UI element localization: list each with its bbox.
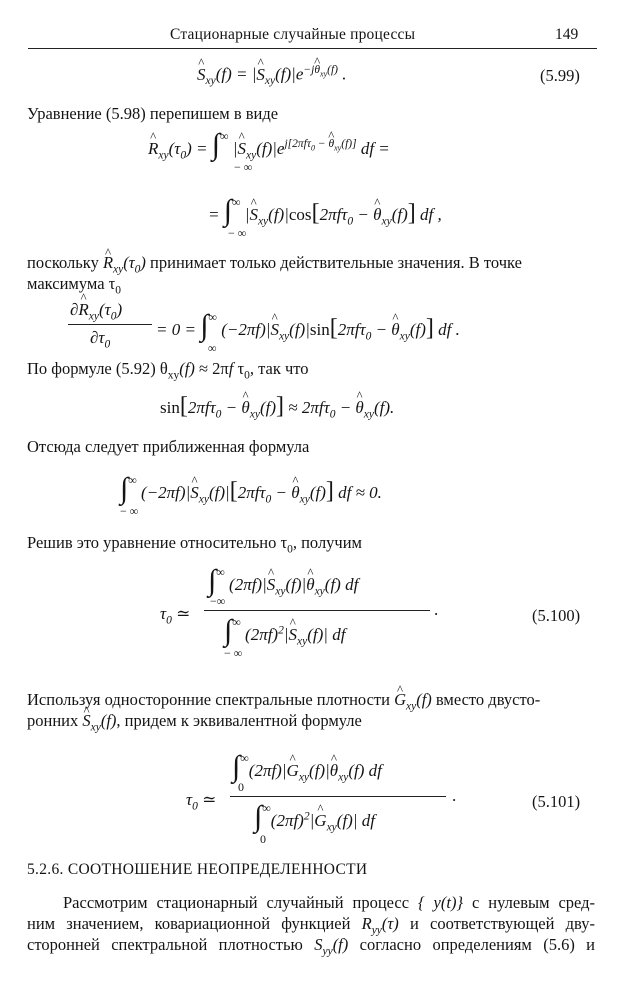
paragraph-two-sided <box>27 710 362 738</box>
equation-rxy-cos: = ∫∞ − ∞ |^ $S_{xy}(f)|\cos[2\pi f\tau_0$ − ^ $\theta_{xy}(f)$] df , <box>208 196 442 230</box>
paragraph-formula-end: , так что <box>249 359 309 378</box>
equation-5-100-period: . <box>434 600 439 619</box>
page-number: 149 <box>555 26 579 43</box>
paragraph-formula-592: По формуле (5.92) $\theta_{xy}(f) \approx 2\pi f$ $\tau_0$, так что <box>27 359 309 382</box>
math-rxy-tau0: ^ $R_{xy}(\tau_0)$ <box>103 253 146 272</box>
section-heading: 5.2.6. СООТНОШЕНИЕ НЕОПРЕДЕЛЕННОСТИ <box>27 861 368 878</box>
equation-number-5-99: (5.99) <box>540 66 580 85</box>
fraction-5-101-den-lower: 0 <box>260 832 266 846</box>
paragraph-solving: Решив это уравнение относительно $\tau_0$, получим <box>27 533 362 556</box>
paragraph-rewrite: Уравнение (5.98) перепишем в виде <box>27 104 279 123</box>
paragraph-formula-start: По формуле (5.92) θ <box>27 359 168 378</box>
paragraph-consider-end: с нулевым сред- <box>472 893 596 912</box>
paragraph-approximate: Отсюда следует приближенная формула <box>27 437 310 456</box>
paragraph-covariance-end: и соответствующей дву- <box>410 914 596 933</box>
paragraph-maximum: максимума $\tau_0$ <box>27 274 122 297</box>
paragraph-two-sided-end: , придем к эквивалентной формуле <box>116 711 362 730</box>
paragraph-consider-line3 <box>27 934 595 962</box>
running-title: Стационарные случайные процессы <box>170 26 416 43</box>
fraction-bar <box>204 610 430 611</box>
fraction-5-101 <box>230 752 448 846</box>
fraction-bar <box>230 796 446 797</box>
equation-rxy-integral: ^ $R_{xy}(\tau_0) = \int^\infty$ − ∞ |^ $S_{xy}(f)|e^{j[2\pi f\tau_0 - \^{} \theta_{xy}(f)]}$ df = <box>148 130 390 164</box>
paragraph-consider-start: Рассмотрим стационарный случайный процесс <box>63 893 410 912</box>
header-rule <box>28 48 597 49</box>
equation-5-99: ^ $S_{xy}(f)$ = |^ $S_{xy}(f)|e^{-j\^{} \theta_{xy}(f)}$ . <box>197 64 347 87</box>
fraction-5-100-den-lower: − ∞ <box>224 646 243 660</box>
math-ryy: $R_{yy}(\tau)$ <box>361 914 399 937</box>
fraction-5-100-numerator: ∫∞ (2πf)|^ $S_{xy}(f)|\^{}$ $\theta_{xy}(f)$ df <box>208 566 358 597</box>
paragraph-spectral-start: сторонней спектральной плотностью <box>27 935 303 954</box>
equation-tau0-lhs: $\tau_0$ ≃ <box>160 604 191 627</box>
paragraph-since-end: принимает только действительные значения. В точке <box>150 253 522 272</box>
math-gxy: ^ $G_{xy}(f)$ <box>394 690 432 709</box>
fraction-5-101-denominator: $\int^\infty(2\pi f)^2|\^{}$ $G_{xy}(f)|$ df <box>254 802 375 833</box>
equation-sin-approx: sin[2πfτ$_0$ − ^ $\theta_{xy}(f)] \approx 2\pi f\tau_0$ − ^ $\theta_{xy}(f)$. <box>160 393 394 420</box>
page-header <box>0 22 619 48</box>
fraction-5-100-num-lower: −∞ <box>210 594 226 608</box>
equation-approx-formula: ∫∞ − ∞ (−2πf)|^ $S_{xy}(f)|[2\pi f\tau_0$ − ^ $\theta_{xy}(f)$] df ≈ 0. <box>120 474 382 508</box>
paragraph-one-sided-end: вместо двусто- <box>435 690 541 709</box>
fraction-bar <box>68 324 152 325</box>
equation-number-5-100: (5.100) <box>532 606 581 625</box>
paragraph-one-sided-start: Используя односторонние спектральные плотности <box>27 690 390 709</box>
fraction-5-101-numerator: ∫∞(2πf)|^ $G_{xy}(f)|\^{}$ $\theta_{xy}(f)$ df <box>232 752 382 783</box>
equation-derivative: = 0 = ∫∞ ∞ (−2πf)|^ $S_{xy}(f)|\sin[2\pi f\tau_0$ − ^ $\theta_{xy}(f)$] df . <box>156 311 460 345</box>
paragraph-maximum-text: максимума τ <box>27 274 116 293</box>
paragraph-solving-end: , получим <box>292 533 362 552</box>
paragraph-consider-line1 <box>27 892 595 914</box>
fraction-5-100-denominator: ∫∞ $(2\pi f)^2|\^{}$ $S_{xy}(f)|$ df <box>224 616 345 647</box>
paragraph-covariance-start: ним значением, ковариационной функцией <box>27 914 351 933</box>
math-syy: $S_{yy}(f)$ <box>314 935 349 958</box>
derivative-numerator: ∂^ $R_{xy}(\tau_0)$ <box>70 300 122 322</box>
fraction-5-101-num-lower: 0 <box>238 780 244 794</box>
paragraph-since-start: поскольку <box>27 253 99 272</box>
fraction-derivative <box>68 300 154 352</box>
derivative-denominator: $\partial\tau_0$ <box>90 328 111 351</box>
equation-number-5-101: (5.101) <box>532 792 581 811</box>
paragraph-two-sided-start: ронних <box>27 711 79 730</box>
fraction-5-100 <box>204 566 432 660</box>
equation-tau0-lhs-2: $\tau_0$ ≃ <box>186 790 217 813</box>
paragraph-solving-start: Решив это уравнение относительно τ <box>27 533 288 552</box>
math-sxy: ^ $S_{xy}(f)$ <box>82 711 116 730</box>
paragraph-spectral-end: согласно определениям (5.6) и <box>359 935 596 954</box>
equation-5-101-period: . <box>452 786 457 805</box>
math-y-of-t: { y(t)} <box>418 893 464 912</box>
